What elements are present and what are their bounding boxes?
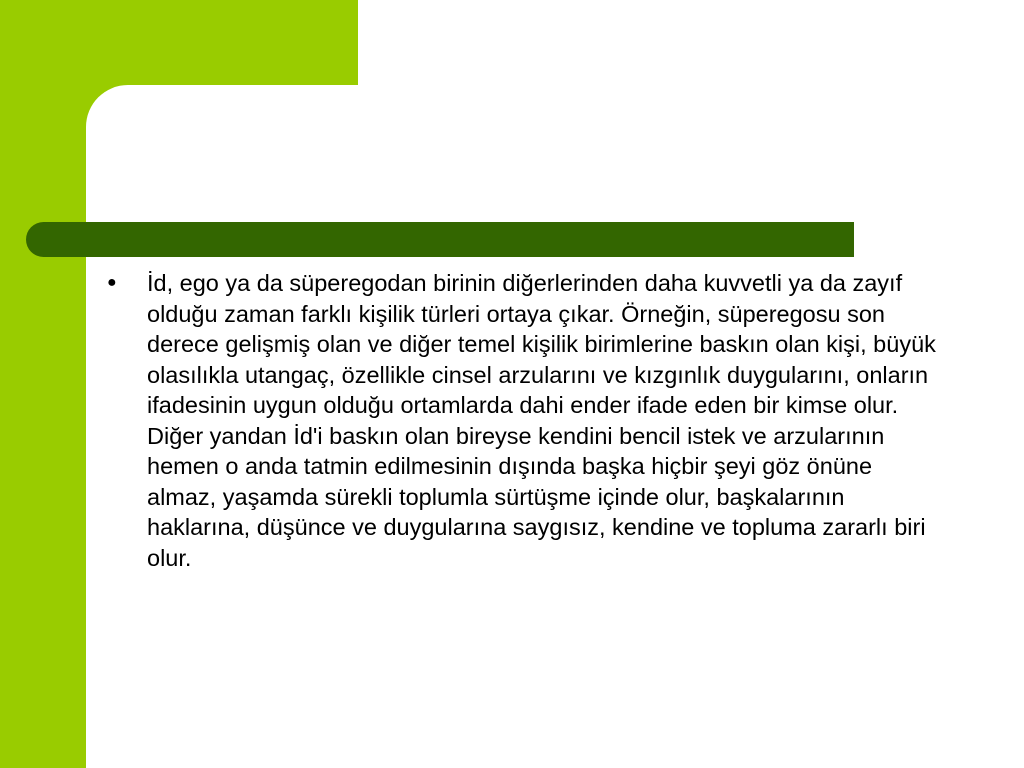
green-frame-top xyxy=(0,0,358,85)
slide-body xyxy=(104,268,944,573)
bullet-paragraph: İd, ego ya da süperegodan birinin diğerlerinden daha kuvvetli ya da zayıf olduğu zaman farklı kişilik türleri ortaya çıkar. Örneğin, süperegosu son derece gelişmiş olan ve diğer temel kişilik birimlerine baskın olan kişi, büyük olasılıkla utangaç, özellikle cinsel arzularını ve kızgınlık duygularını, onların ifadesinin uygun olduğu ortamlarda dahi ender ifade eden bir kimse olur. Diğer yandan İd'i baskın olan bireyse kendini bencil istek ve arzularının hemen o anda tatmin edilmesinin dışında başka hiçbir şeyi göz önüne almaz, yaşamda sürekli toplumla sürtüşme içinde olur, başkalarının haklarına, düşünce ve duygularına saygısız, kendine ve topluma zararlı biri olur. xyxy=(147,270,936,571)
title-bar xyxy=(26,222,854,257)
green-frame-left xyxy=(0,0,86,768)
bullet-item xyxy=(104,268,944,573)
bullet-icon: ● xyxy=(107,274,117,291)
